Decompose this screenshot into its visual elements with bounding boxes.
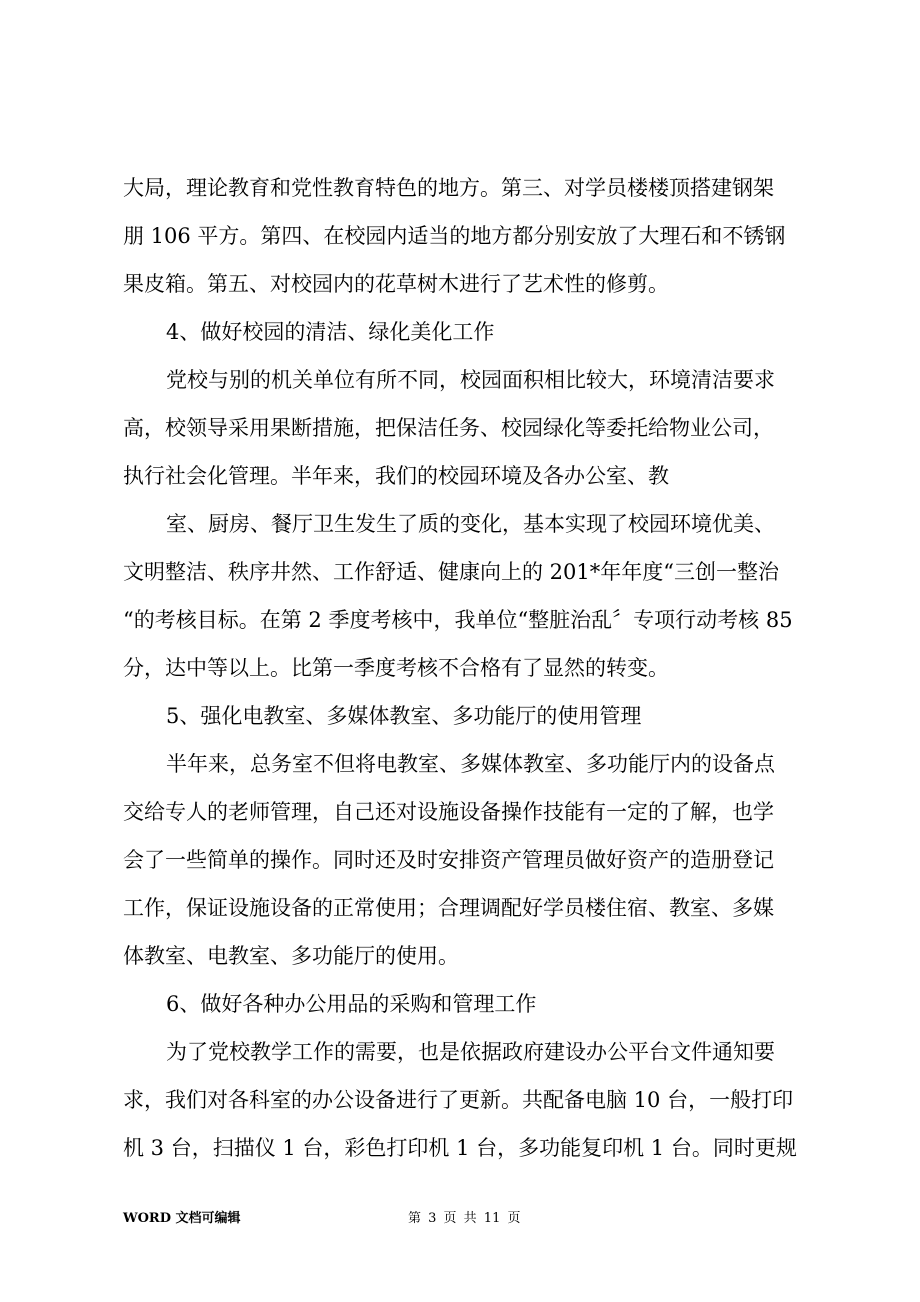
body-text-line: 分，达中等以上。比第一季度考核不合格有了显然的转变。	[123, 656, 669, 680]
body-text-line: 体教室、电教室、多功能厅的使用。	[123, 944, 459, 968]
body-text-line: 交给专人的老师管理，自己还对设施设备操作技能有一定的了解，也学	[123, 800, 774, 824]
section-heading: 6、做好各种办公用品的采购和管理工作	[166, 992, 537, 1016]
body-text-line: “的考核目标。在第 2 季度考核中，我单位“整脏治乱〞专项行动考核 85	[123, 608, 793, 632]
body-text-line: 室、厨房、餐厅卫生发生了质的变化，基本实现了校园环境优美、	[166, 512, 775, 536]
body-text-line: 求，我们对各科室的办公设备进行了更新。共配备电脑 10 台，一般打印	[123, 1088, 794, 1112]
section-heading: 5、强化电教室、多媒体教室、多功能厅的使用管理	[166, 704, 642, 728]
footer-editable-label: WORD 文档可编辑	[123, 1211, 241, 1226]
section-heading: 4、做好校园的清洁、绿化美化工作	[166, 320, 495, 344]
body-text-line: 为了党校教学工作的需要，也是依据政府建设办公平台文件通知要	[166, 1040, 775, 1064]
footer-page-indicator: 第 3 页 共 11 页	[408, 1211, 521, 1226]
body-text-line: 执行社会化管理。半年来，我们的校园环境及各办公室、教	[123, 464, 669, 488]
body-text-line: 朋 106 平方。第四、在校园内适当的地方都分别安放了大理石和不锈钢	[123, 224, 786, 248]
body-text-line: 党校与别的机关单位有所不同，校园面积相比较大，环境清洁要求	[166, 368, 775, 392]
body-text-line: 文明整洁、秩序井然、工作舒适、健康向上的 201*年年度“三创一整治	[123, 560, 779, 584]
body-text-line: 会了一些简单的操作。同时还及时安排资产管理员做好资产的造册登记	[123, 848, 774, 872]
body-text-line: 工作，保证设施设备的正常使用；合理调配好学员楼住宿、教室、多媒	[123, 896, 774, 920]
body-text-line: 半年来，总务室不但将电教室、多媒体教室、多功能厅内的设备点	[166, 752, 775, 776]
body-text-line: 机 3 台，扫描仪 1 台，彩色打印机 1 台，多功能复印机 1 台。同时更规	[123, 1136, 797, 1160]
body-text-line: 大局，理论教育和党性教育特色的地方。第三、对学员楼楼顶搭建钢架	[123, 176, 774, 200]
body-text-line: 高，校领导采用果断措施，把保洁任务、校园绿化等委托给物业公司，	[123, 416, 774, 440]
body-text-line: 果皮箱。第五、对校园内的花草树木进行了艺术性的修剪。	[123, 272, 669, 296]
